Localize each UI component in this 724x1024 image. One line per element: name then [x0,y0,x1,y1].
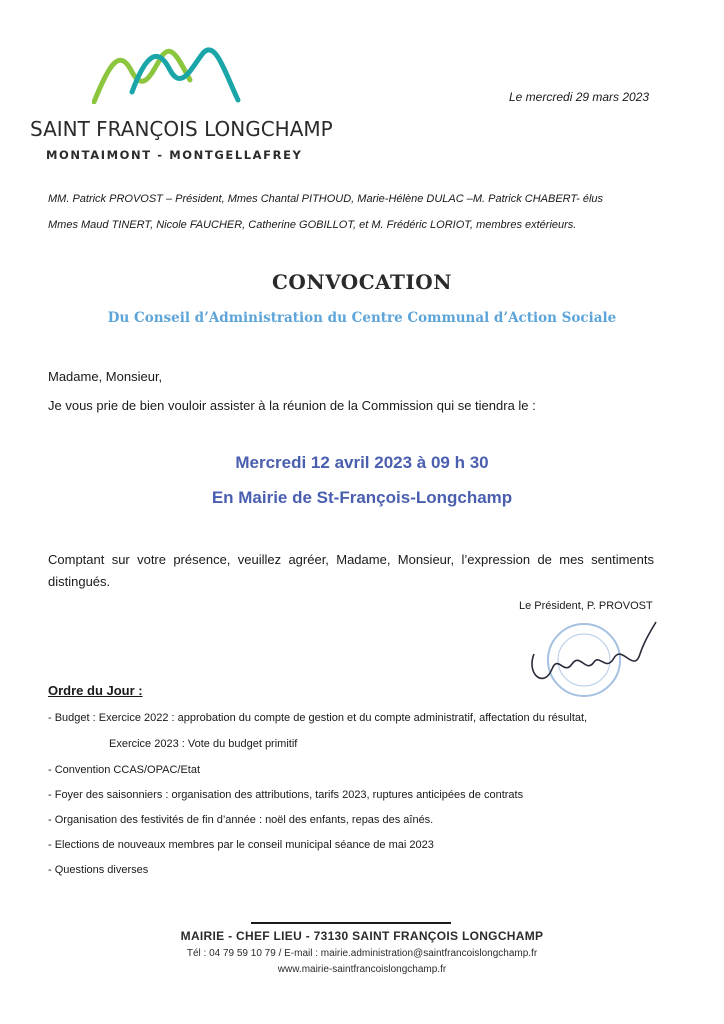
event-place: En Mairie de St-François-Longchamp [211,488,513,507]
greeting: Madame, Monsieur, [48,369,163,384]
document-subtitle: Du Conseil d’Administration du Centre Communal d’Action Sociale [107,310,617,326]
agenda-item: - Elections de nouveaux membres par le conseil municipal séance de mai 2023 [48,839,434,851]
official-stamp-signature-icon [524,614,664,704]
event-date: Mercredi 12 avril 2023 à 09 h 30 [235,453,489,472]
brand-name: SAINT FRANÇOIS LONGCHAMP [30,117,333,141]
brand-subtitle: MONTAIMONT - MONTGELLAFREY [46,148,303,162]
agenda-item: - Questions diverses [48,864,149,876]
agenda-item: - Budget : Exercice 2022 : approbation du compte de gestion et du compte administratif, affectation du résultat, [48,712,588,724]
mountain-waves-logo-icon [92,42,242,104]
recipients-line-1: MM. Patrick PROVOST – Président, Mmes Chantal PITHOUD, Marie-Hélène DULAC –M. Patrick CHABERT- élus [48,193,604,205]
agenda-item: - Foyer des saisonniers : organisation des attributions, tarifs 2023, ruptures anticipées de contrats [48,789,524,801]
signer: Le Président, P. PROVOST [519,600,653,612]
footer-divider [251,922,451,924]
agenda-title: Ordre du Jour : [48,683,143,698]
agenda-item: - Organisation des festivités de fin d’année : noël des enfants, repas des aînés. [48,814,434,826]
footer-contact: Tél : 04 79 59 10 79 / E-mail : mairie.administration@saintfrancoislongchamp.fr [186,948,538,959]
agenda-item: - Convention CCAS/OPAC/Etat [48,764,201,776]
agenda-item: Exercice 2023 : Vote du budget primitif [109,738,298,750]
letter-date: Le mercredi 29 mars 2023 [509,90,650,104]
footer-address: MAIRIE - CHEF LIEU - 73130 SAINT FRANÇOIS LONGCHAMP [180,929,544,943]
footer-website: www.mairie-saintfrancoislongchamp.fr [277,964,447,975]
document-title: CONVOCATION [272,270,452,294]
intro-text: Je vous prie de bien vouloir assister à la réunion de la Commission qui se tiendra le : [48,398,536,413]
closing-text: Comptant sur votre présence, veuillez agréer, Madame, Monsieur, l’expression de mes sentiments distingués. [48,552,654,589]
recipients-line-2: Mmes Maud TINERT, Nicole FAUCHER, Catherine GOBILLOT, et M. Frédéric LORIOT, membres extérieurs. [48,219,577,231]
